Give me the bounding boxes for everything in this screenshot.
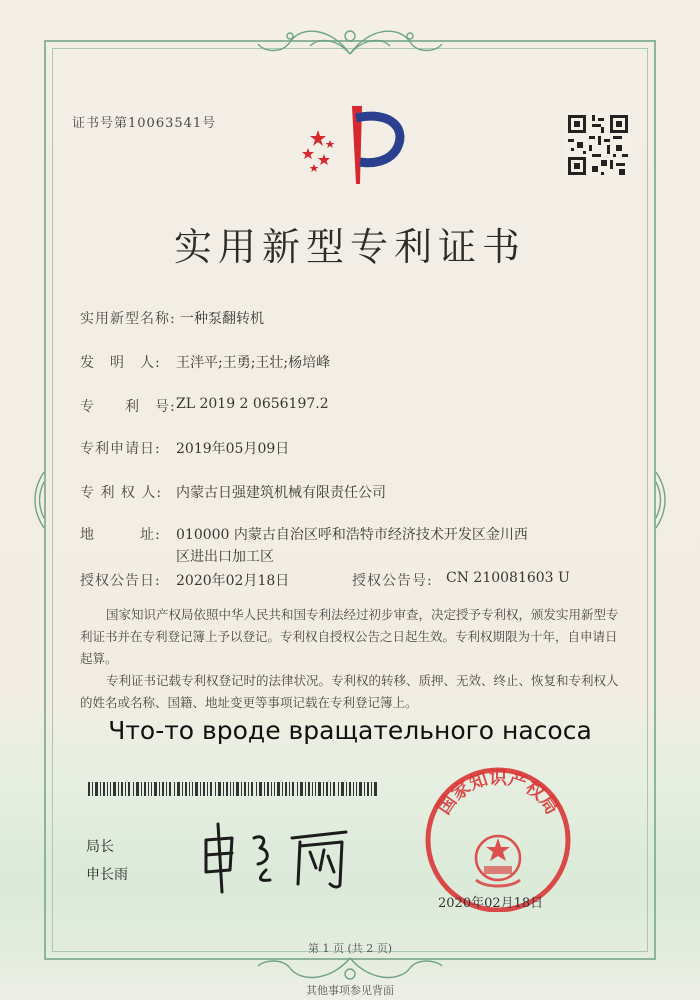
certificate-title: 实用新型专利证书 [173, 225, 526, 269]
cnipa-logo-icon [296, 100, 412, 192]
handwritten-signature-icon [196, 818, 356, 898]
page-number: 第 1 页 (共 2 页) [307, 942, 393, 955]
inventor-label: 发 明 人: [80, 355, 161, 371]
patent-number-value: ZL 2019 2 0656197.2 [176, 396, 329, 412]
patentee-value: 内蒙古日强建筑机械有限责任公司 [176, 485, 386, 501]
application-date-label: 专利申请日: [80, 441, 161, 457]
grant-number-label: 授权公告号: [352, 573, 433, 589]
utility-model-name-value: 一种泵翻转机 [180, 311, 264, 327]
patentee-label: 专 利 权 人: [80, 485, 163, 501]
address-label: 地 址: [80, 527, 161, 543]
address-line-1: 010000 内蒙古自治区呼和浩特市经济技术开发区金川西 [176, 527, 528, 543]
svg-text:国家知识产权局: 国家知识产权局 [433, 768, 563, 819]
right-ornament-icon [646, 470, 670, 530]
grant-number-value: CN 210081603 U [446, 570, 570, 586]
application-date-value: 2019年05月09日 [176, 441, 290, 457]
inventor-value: 王泮平;王勇;王壮;杨培峰 [176, 355, 331, 371]
grant-date-label: 授权公告日: [80, 573, 161, 589]
seal-date: 2020年02月18日 [438, 896, 544, 911]
legal-status-paragraph: 专利证书记载专利权登记时的法律状况。专利权的转移、质押、无效、终止、恢复和专利权人的姓名或名称、国籍、地址变更等事项记载在专利登记簿上。 [80, 673, 619, 710]
official-seal-icon [420, 762, 576, 912]
address-line-2: 区进出口加工区 [176, 549, 274, 565]
left-ornament-icon [30, 470, 54, 530]
barcode-icon [88, 782, 378, 796]
utility-model-name-label: 实用新型名称: [80, 311, 176, 327]
director-name: 申长雨 [86, 867, 128, 883]
patent-number-label: 专 利 号: [80, 399, 176, 415]
back-side-note: 其他事项参见背面 [306, 984, 394, 997]
certificate-serial: 证书号第10063541号 [72, 116, 217, 131]
grant-date-value: 2020年02月18日 [176, 573, 290, 589]
qr-code-icon [565, 112, 631, 178]
grant-statement-paragraph: 国家知识产权局依照中华人民共和国专利法经过初步审查，决定授予专利权，颁发实用新型专利证书并在专利登记簿上予以登记。专利权自授权公告之日起生效。专利权期限为十年，自申请日起算。 [80, 607, 619, 666]
director-title: 局长 [86, 839, 114, 855]
top-ornament-icon [250, 22, 450, 62]
overlay-caption: Что-то вроде вращательного насоса [108, 716, 592, 745]
